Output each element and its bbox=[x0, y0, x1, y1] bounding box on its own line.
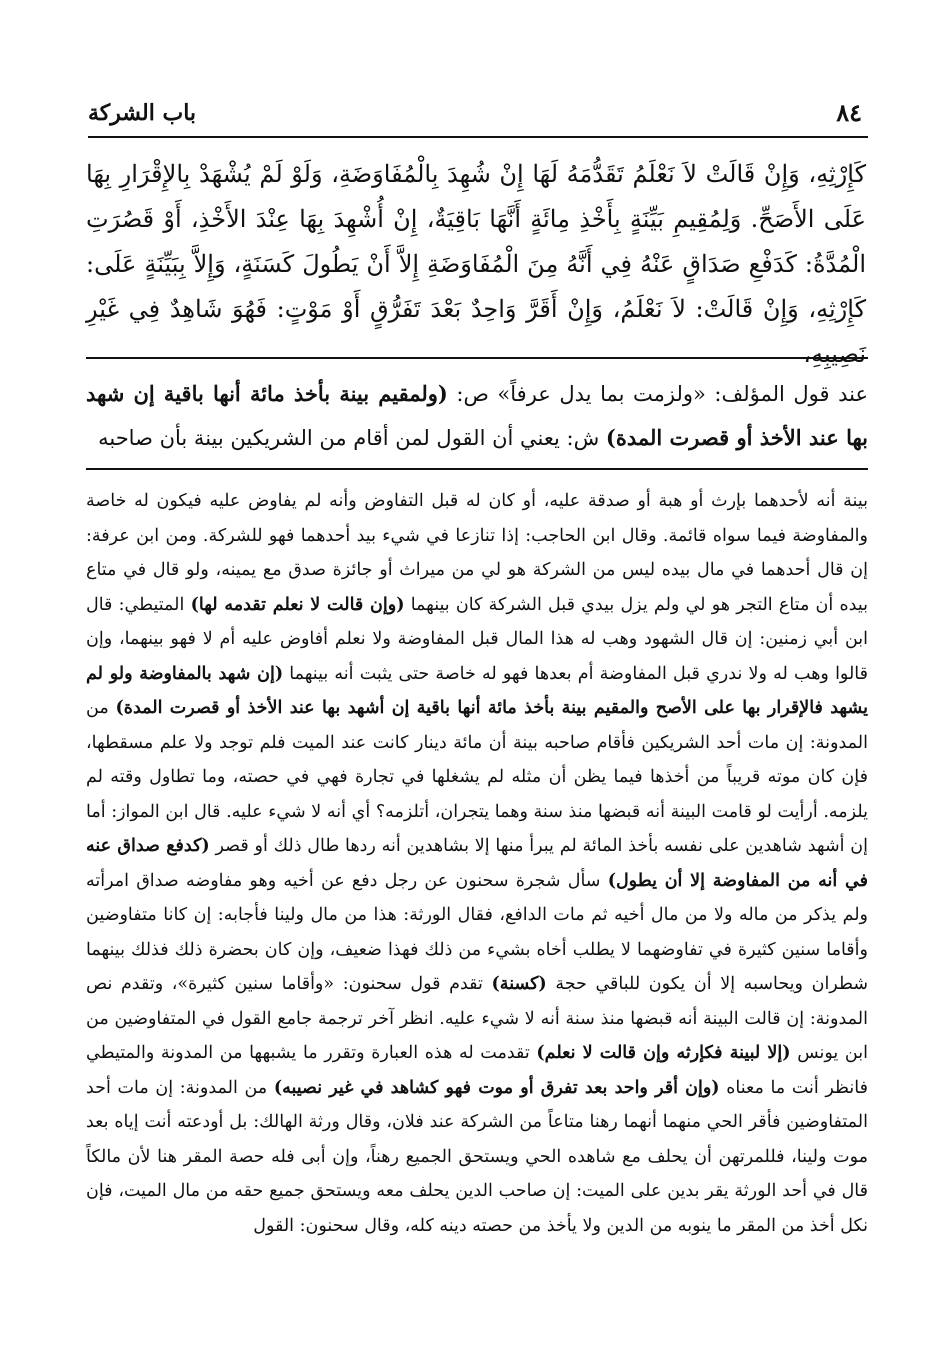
sharh-upper-text-c: ش: يعني أن القول لمن أقام من الشريكين بينة بأن صاحبه bbox=[98, 426, 606, 450]
sharh-lower-paragraph bbox=[86, 484, 868, 1243]
sharh-text: من المدونة: إن مات أحد المتفاوضين فأقر الحي منهما أنهما رهنا متاعاً من الشركة عند فلان، وقال ورثة الهالك: بل أودعته أنت إياه بعد موت ولينا، فللمرتهن أن يحلف مع شاهده الحي ويستحق الجميع رهناً، وإن أبى فله حصة المقر هنا لأن مالكاً قال في أحد الورثة يقر بدين على الميت: إن صاحب الدين يحلف معه ويستحق جميع حقه من مال الميت، فإن نكل أخذ من المقر ما ينوبه من الدين ولا يأخذ من حصته دينه كله، وقال سحنون: القول bbox=[86, 1077, 868, 1236]
page-number: ٨٤ bbox=[836, 98, 862, 127]
sharh-text: تقدمت له هذه العبارة وتقرر ما يشبهها من المدونة والمتيطي فانظر أنت ما معناه bbox=[86, 1043, 868, 1098]
matn-quote: (وإن قالت لا نعلم تقدمه لها) bbox=[190, 594, 405, 615]
matn-quote: (إن شهد بالمفاوضة ولو لم يشهد فالإقرار بها على الأصح والمقيم بينة بأخذ مائة أنها باقية إن أشهد بها عند الأخذ أو قصرت المدة) bbox=[86, 663, 868, 718]
sharh-text: سأل شجرة سحنون عن رجل دفع عن أخيه وهو مفاوضه صداق امرأته ولم يذكر من ماله ولا من مال أخيه ثم مات الدافع، فقال الورثة: هذا من مال ولينا فأجابه: إن كانا متفاوضين وأقاما سنين كثيرة في تفاوضهما لا يطلب أخاه بشيء من ذلك فهذا ضعيف، وإن كان بحضرة ذلك فذلك بينهما شطران ويحاسبه إلا أن يكون للباقي حجة bbox=[86, 870, 868, 994]
matn-divider bbox=[86, 357, 868, 359]
sharh-upper bbox=[86, 372, 868, 460]
sharh-upper-quote: (ولمقيم بينة بأخذ مائة أنها باقية إن شهد بها عند الأخذ أو قصرت المدة) bbox=[86, 381, 868, 450]
matn-quote: (وإن أقر واحد بعد تفرق أو موت فهو كشاهد في غير نصيبه) bbox=[273, 1077, 720, 1098]
page-header bbox=[88, 96, 868, 138]
matn-text bbox=[86, 152, 866, 377]
sharh-text: من المدونة: إن مات أحد الشريكين فأقام صاحبه بينة أن مائة دينار كانت عند الميت فلم توجد ولا علم مسقطها، فإن كان موته قريباً من أخذها فيما يظن أن مثله لم يشغلها في تجارة فهي في حصته، وما تطاول وقته لم يلزمه. أرأيت لو قامت البينة أنه قبضها منذ سنة وهما يتجران، أتلزمه؟ أي أنه لا شيء عليه. قال ابن المواز: أما إن أشهد شاهدين على نفسه بأخذ المائة لم يبرأ منها إلا بشاهدين أنه ردها طال ذلك أو قصر bbox=[86, 698, 868, 856]
matn-paragraph: كَإِرْثِهِ، وَإِنْ قَالَتْ لاَ نَعْلَمُ تَقَدُّمَهُ لَهَا إِنْ شُهِدَ بِالْمُفَاوَضَةِ، وَلَوْ لَمْ يُشْهَدْ بِالإِقْرَارِ بِهَا عَلَى الأَصَحِّ. وَلِمُقِيمِ بَيِّنَةٍ بِأَخْذِ مِائَةٍ أَنَّهَا بَاقِيَةٌ، إِنْ أُشْهِدَ بِهَا عِنْدَ الأَخْذِ، أَوْ قَصُرَتِ الْمُدَّةُ: كَدَفْعِ صَدَاقٍ عَنْهُ فِي أَنَّهُ مِنَ الْمُفَاوَضَةِ إِلاَّ أَنْ يَطُولَ كَسَنَةٍ، وَإِلاَّ بِبَيِّنَةٍ عَلَى: كَإِرْثِهِ، وَإِنْ قَالَتْ: لاَ نَعْلَمُ، وَإِنْ أَقَرَّ وَاحِدٌ بَعْدَ تَفَرُّقٍ أَوْ مَوْتٍ: فَهُوَ شَاهِدٌ فِي غَيْرِ نَصِيبِهِ، bbox=[86, 160, 866, 368]
sharh-text: بينة أنه لأحدهما بإرث أو هبة أو صدقة عليه، أو كان له قبل التفاوض وأنه لم يفاوض عليه فيكون له خاصة والمفاوضة فيما سواه قائمة. وقال ابن الحاجب: إذا تنازعا في شيء بيد أحدهما فهو للشركة. ومن ابن عرفة: إن قال أحدهما في مال بيده ليس من الشركة هو لي من ميراث أو جائزة صدق مع يمينه، ولو قال في متاع بيده أن متاع التجر هو لي ولم يزل بيدي قبل الشركة كان بينهما bbox=[86, 491, 869, 615]
matn-quote: (إلا لبينة فكإرثه وإن قالت لا نعلم) bbox=[536, 1043, 791, 1063]
sharh-upper-paragraph bbox=[86, 372, 868, 460]
matn-quote: (كدفع صداق عنه في أنه من المفاوضة إلا أن يطول) bbox=[86, 836, 868, 891]
chapter-title: باب الشركة bbox=[88, 100, 197, 126]
matn-quote: (كسنة) bbox=[491, 974, 547, 994]
sharh-upper-text-a: عند قول المؤلف: «ولزمت بما يدل عرفاً» ص: bbox=[447, 382, 868, 406]
sharh-lower bbox=[86, 484, 868, 1243]
sharh-divider bbox=[86, 468, 868, 470]
sharh-text: تقدم قول سحنون: «وأقاما سنين كثيرة»، وتقدم نص المدونة: إن قالت البينة أنه قبضها منذ سنة أنه لا شيء عليه. انظر آخر ترجمة جامع القول في المتفاوضين من ابن يونس bbox=[86, 974, 868, 1063]
sharh-text: المتيطي: قال ابن أبي زمنين: إن قال الشهود وهب له هذا المال قبل المفاوضة ولا نعلم أفاوض عليه أم لا فهو بينهما، وإن قالوا وهب له ولا ندري قبل المفاوضة أم بعدها فهو له خاصة حتى يثبت أنه بينهما bbox=[86, 594, 868, 684]
